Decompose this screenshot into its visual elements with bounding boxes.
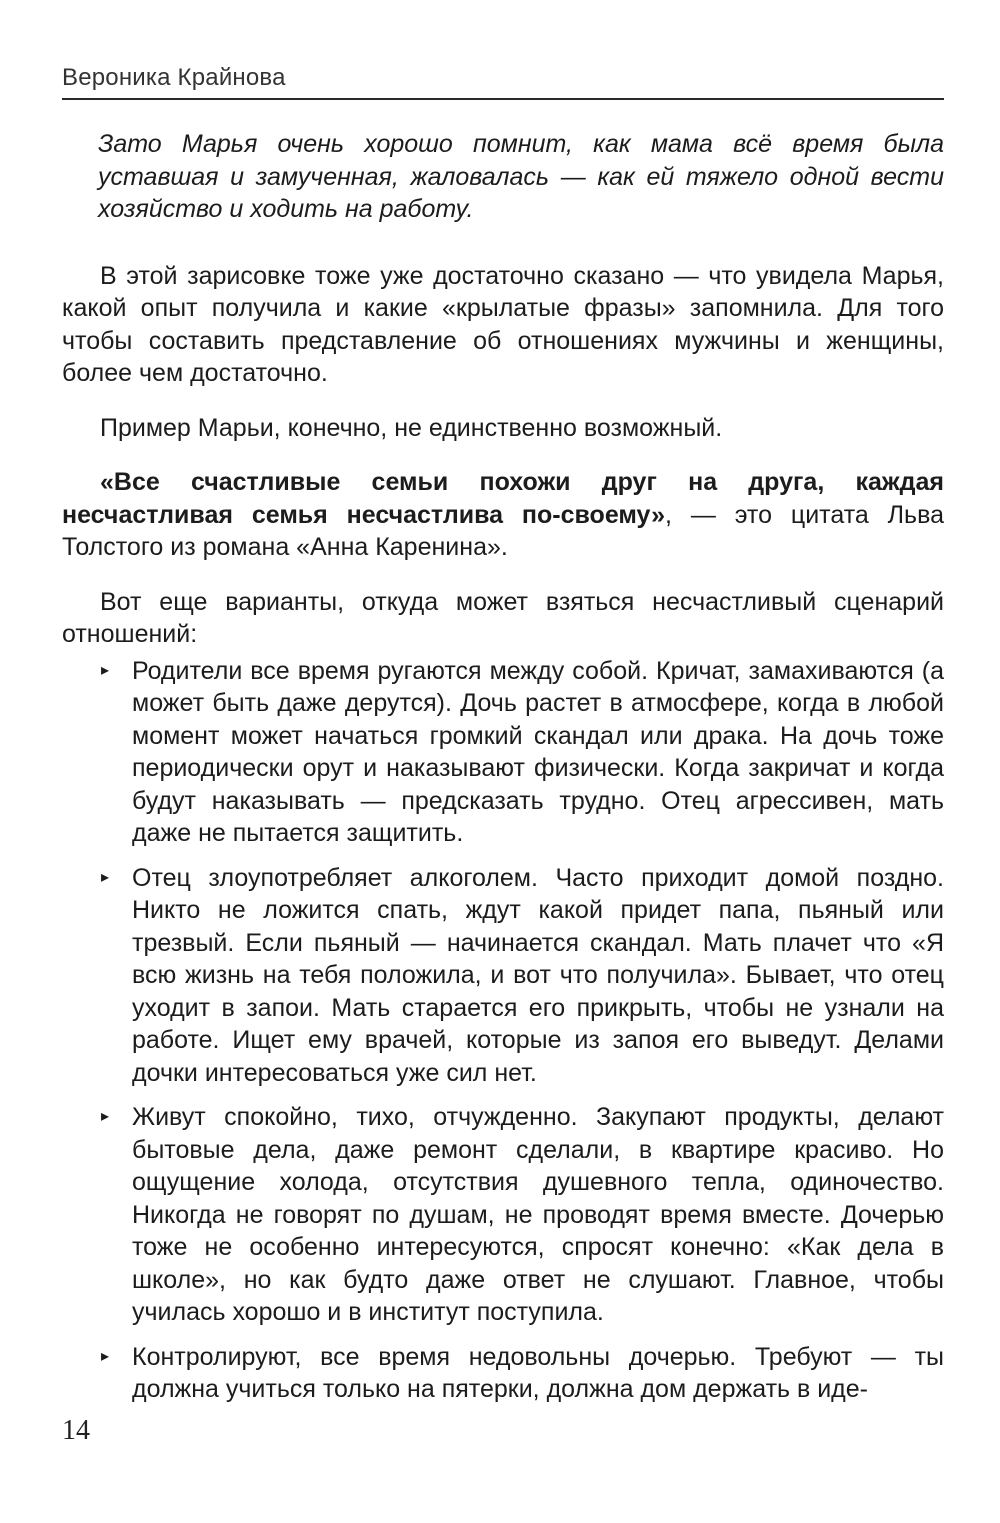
paragraph-3 xyxy=(62,466,944,564)
list-item-text: Отец злоупотребляет алкоголем. Часто приходит домой поздно. Никто не ложится спать, ждут какой придет папа, пьяный или трезвый. Если пьяный — начинается скандал. Мать плачет что «Я всю жизнь на тебя положила, и вот что получила». Бывает, что отец уходит в запои. Мать старается его прикрыть, чтобы не узнали на работе. Ищет ему врачей, которые из запоя его выведут. Делами дочки интересоваться уже сил нет. xyxy=(132,863,944,1087)
list-item xyxy=(62,1101,944,1329)
page-number: 14 xyxy=(62,1415,90,1446)
tolstoy-quote-attribution: , — это цитата Льва Толстого из романа «Анна Каренина». xyxy=(62,500,944,561)
paragraph-4: Вот еще варианты, откуда может взяться несчастливый сценарий отношений: xyxy=(62,587,944,648)
paragraph-1: В этой зарисовке тоже уже достаточно сказано — что увидела Марья, какой опыт получила и какие «крылатые фразы» запомнила. Для того чтобы составить представление об отношениях мужчины и женщины, более чем достаточно. xyxy=(62,261,944,387)
list-item xyxy=(62,655,944,850)
list-item xyxy=(62,862,944,1090)
running-head-author: Вероника Крайнова xyxy=(62,64,286,91)
triangle-right-icon: ▸ xyxy=(101,1347,110,1365)
list-item xyxy=(62,1341,944,1406)
triangle-right-icon: ▸ xyxy=(101,1108,110,1125)
triangle-right-icon: ▸ xyxy=(101,661,110,679)
list-item-text: Контролируют, все время недовольны дочерью. Требуют — ты должна учиться только на пятерки, должна дом держать в иде- xyxy=(132,1342,944,1403)
triangle-right-icon: ▸ xyxy=(101,868,110,886)
scenario-list xyxy=(62,655,944,1406)
list-item-text: Родители все время ругаются между собой. Кричат, замахиваются (а может быть даже дерутся). Дочь растет в атмосфере, когда в любой момент может начаться громкий скандал или драка. На дочь тоже периодически орут и наказывают физически. Когда закричат и когда будут наказывать — предсказать трудно. Отец агрессивен, мать даже не пытается защитить. xyxy=(132,656,944,847)
page-body xyxy=(62,128,944,1418)
italic-quote: Зато Марья очень хорошо помнит, как мама всё время была уставшая и замученная, жаловалась — как ей тяжело одной вести хозяйство и ходить на работу. xyxy=(98,130,944,223)
paragraph-2: Пример Марьи, конечно, не единственно возможный. xyxy=(100,413,723,442)
header-rule xyxy=(62,98,944,100)
tolstoy-quote-bold: «Все счастливые семьи похожи друг на друга, каждая несчастливая семья несчастлива по-своему» xyxy=(62,468,944,529)
list-item-text: Живут спокойно, тихо, отчужденно. Закупают продукты, делают бытовые дела, даже ремонт сделали, в квартире красиво. Но ощущение холода, отсутствия душевного тепла, одиночество. Никогда не говорят по душам, не проводят время вместе. Дочерью тоже не особенно интересуются, спросят конечно: «Как дела в школе», но как будто даже ответ не слушают. Главное, чтобы училась хорошо и в институт поступила. xyxy=(132,1103,944,1326)
